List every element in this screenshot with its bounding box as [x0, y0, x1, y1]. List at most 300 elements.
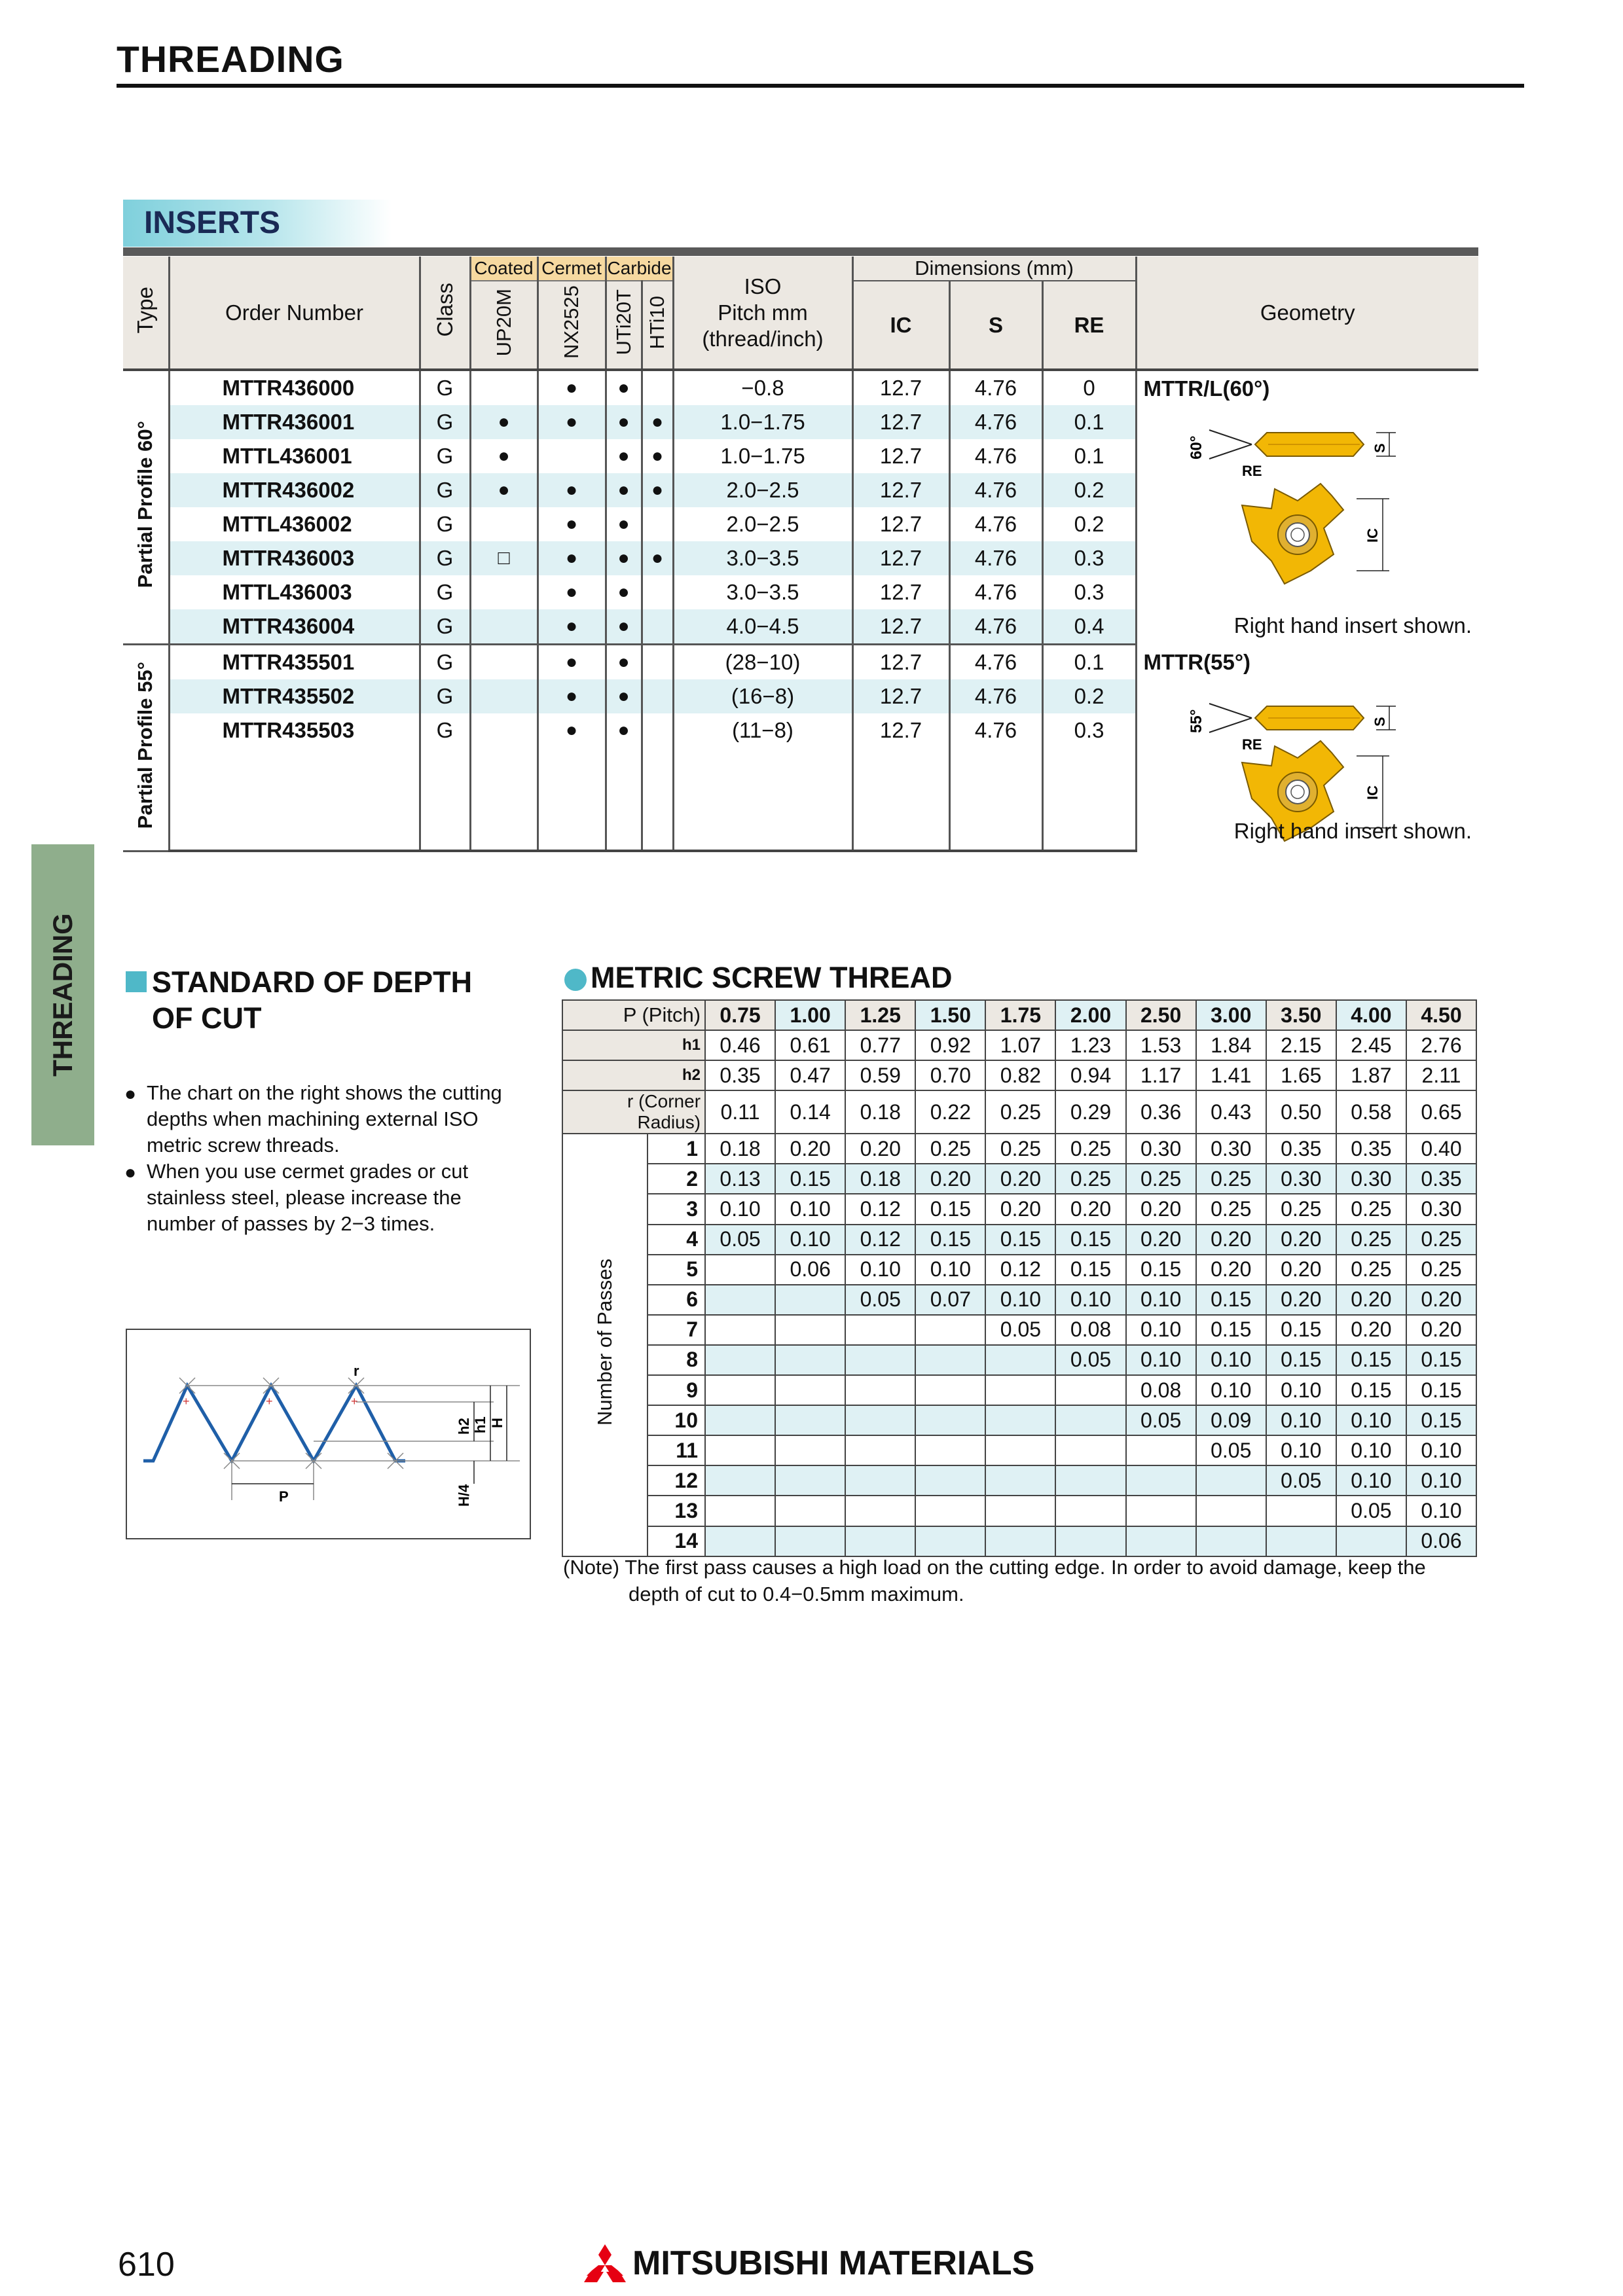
value-cell: 0.61 [775, 1030, 845, 1060]
svg-text:+: + [351, 1395, 358, 1408]
depth-cell [1336, 1526, 1406, 1556]
depth-cell: 0.10 [985, 1285, 1055, 1315]
cell-uti20t: ● [606, 405, 642, 439]
coated-header: Coated [470, 257, 538, 281]
depth-cell: 0.10 [1336, 1465, 1406, 1496]
type-header: Type [123, 257, 169, 370]
depth-cell [705, 1465, 775, 1496]
depth-cell [705, 1285, 775, 1315]
pass-row [562, 1435, 1476, 1465]
row-label: r (Corner Radius) [562, 1090, 705, 1134]
cell-order: MTTR436001 [169, 405, 420, 439]
svg-text:+: + [266, 1395, 273, 1408]
cell-hti10 [642, 816, 673, 851]
cell-up20m [470, 679, 538, 713]
depth-cell [915, 1345, 985, 1375]
cell-pitch: (28−10) [673, 645, 852, 680]
svg-text:IC: IC [1364, 528, 1381, 543]
iso-pitch-header: ISO Pitch mm (thread/inch) [673, 257, 852, 370]
depth-cell: 0.09 [1196, 1405, 1266, 1435]
cell-hti10: ● [642, 439, 673, 473]
depth-cell [985, 1465, 1055, 1496]
depth-cell [845, 1345, 915, 1375]
depth-cell: 0.30 [1126, 1134, 1196, 1164]
depth-cell: 0.15 [1196, 1285, 1266, 1315]
cell-ic: 12.7 [852, 370, 949, 405]
cell-uti20t [606, 747, 642, 781]
value-cell: 2.50 [1126, 1000, 1196, 1030]
depth-cell: 0.15 [1055, 1255, 1125, 1285]
depth-cell [915, 1496, 985, 1526]
pass-row [562, 1345, 1476, 1375]
cell-uti20t: ● [606, 507, 642, 541]
cell-up20m: ● [470, 473, 538, 507]
pass-row [562, 1134, 1476, 1164]
grade-up20m-header: UP20M [470, 281, 538, 370]
depth-cell: 0.06 [1406, 1526, 1476, 1556]
geometry-note: Right hand insert shown. [1233, 818, 1472, 843]
cell-class [420, 747, 470, 781]
depth-cell: 0.10 [1196, 1375, 1266, 1405]
cell-s: 4.76 [949, 609, 1042, 645]
value-cell: 0.59 [845, 1060, 915, 1090]
depth-cell [985, 1526, 1055, 1556]
cell-up20m [470, 609, 538, 645]
cell-s [949, 747, 1042, 781]
depth-cell [775, 1345, 845, 1375]
label-H: H [489, 1418, 505, 1428]
cell-up20m [470, 781, 538, 816]
cell-re: 0.4 [1042, 609, 1136, 645]
cell-up20m [470, 713, 538, 747]
cell-nx2525: ● [538, 473, 606, 507]
value-cell: 0.46 [705, 1030, 775, 1060]
value-cell: 1.53 [1126, 1030, 1196, 1060]
cell-order: MTTL436003 [169, 575, 420, 609]
cell-hti10 [642, 679, 673, 713]
depth-cell [705, 1526, 775, 1556]
depth-cell [985, 1345, 1055, 1375]
cell-order: MTTL436002 [169, 507, 420, 541]
cell-re: 0.3 [1042, 575, 1136, 609]
cell-ic [852, 781, 949, 816]
value-cell: 1.17 [1126, 1060, 1196, 1090]
cermet-header: Cermet [538, 257, 606, 281]
depth-cell [775, 1435, 845, 1465]
cell-hti10 [642, 575, 673, 609]
depth-cell: 0.35 [1266, 1134, 1336, 1164]
depth-cell: 0.15 [775, 1164, 845, 1194]
cell-re: 0.3 [1042, 713, 1136, 747]
depth-cell [985, 1375, 1055, 1405]
pass-row [562, 1526, 1476, 1556]
depth-cell: 0.15 [915, 1225, 985, 1255]
cell-nx2525 [538, 816, 606, 851]
cell-s: 4.76 [949, 645, 1042, 680]
value-cell: 0.25 [985, 1090, 1055, 1134]
value-cell: 2.15 [1266, 1030, 1336, 1060]
pass-number: 8 [647, 1345, 705, 1375]
cell-order: MTTR436000 [169, 370, 420, 405]
depth-cell [1126, 1435, 1196, 1465]
standard-depth-title: STANDARD OF DEPTH OF CUT [152, 965, 473, 1035]
cell-uti20t: ● [606, 575, 642, 609]
depth-cell: 0.10 [775, 1194, 845, 1224]
value-cell: 0.11 [705, 1090, 775, 1134]
pass-number: 14 [647, 1526, 705, 1556]
depth-cell: 0.25 [1055, 1164, 1125, 1194]
depth-cell [1055, 1465, 1125, 1496]
depth-cell: 0.25 [1336, 1194, 1406, 1224]
depth-cell: 0.10 [1406, 1435, 1476, 1465]
value-cell: 0.50 [1266, 1090, 1336, 1134]
cell-hti10: ● [642, 473, 673, 507]
depth-cell: 0.20 [1336, 1315, 1406, 1345]
value-cell: 2.11 [1406, 1060, 1476, 1090]
depth-cell: 0.10 [1126, 1285, 1196, 1315]
depth-cell [1196, 1465, 1266, 1496]
cell-re: 0 [1042, 370, 1136, 405]
cell-re: 0.1 [1042, 645, 1136, 680]
depth-cell: 0.20 [1196, 1225, 1266, 1255]
depth-cell: 0.05 [1266, 1465, 1336, 1496]
depth-cell [1196, 1496, 1266, 1526]
value-cell: 0.94 [1055, 1060, 1125, 1090]
cell-up20m [470, 370, 538, 405]
type-label: Partial Profile 55° [123, 645, 169, 852]
passes-label: Number of Passes [562, 1134, 647, 1556]
depth-cell: 0.05 [1055, 1345, 1125, 1375]
depth-cell: 0.25 [1266, 1194, 1336, 1224]
svg-text:IC: IC [1364, 785, 1381, 800]
cell-s: 4.76 [949, 405, 1042, 439]
row-label: h1 [562, 1030, 705, 1060]
cell-order [169, 747, 420, 781]
depth-cell [845, 1375, 915, 1405]
pass-row [562, 1405, 1476, 1435]
depth-cell: 0.10 [1266, 1375, 1336, 1405]
label-h2: h2 [456, 1418, 472, 1435]
pass-number: 3 [647, 1194, 705, 1224]
depth-cell: 0.12 [845, 1194, 915, 1224]
insert-geometry-drawing [1137, 371, 1478, 643]
depth-cell [775, 1496, 845, 1526]
value-cell: 1.84 [1196, 1030, 1266, 1060]
depth-cell [915, 1375, 985, 1405]
insert-row [123, 645, 1478, 680]
value-cell: 1.00 [775, 1000, 845, 1030]
depth-cell [1126, 1496, 1196, 1526]
cell-re: 0.2 [1042, 507, 1136, 541]
depth-cell [1126, 1526, 1196, 1556]
depth-cell: 0.10 [845, 1255, 915, 1285]
cell-up20m [470, 507, 538, 541]
cell-class: G [420, 405, 470, 439]
cell-ic: 12.7 [852, 713, 949, 747]
depth-cell: 0.10 [775, 1225, 845, 1255]
cell-nx2525: ● [538, 370, 606, 405]
depth-cell: 0.20 [1196, 1255, 1266, 1285]
depth-cell: 0.20 [1055, 1194, 1125, 1224]
cell-nx2525: ● [538, 541, 606, 575]
depth-cell: 0.05 [845, 1285, 915, 1315]
depth-cell: 0.25 [1406, 1225, 1476, 1255]
depth-cell: 0.15 [1406, 1375, 1476, 1405]
pass-number: 2 [647, 1164, 705, 1194]
depth-cell: 0.15 [1055, 1225, 1125, 1255]
side-tab-label: THREADING [47, 913, 78, 1077]
cell-hti10 [642, 747, 673, 781]
depth-cell: 0.10 [1406, 1465, 1476, 1496]
depth-cell [985, 1496, 1055, 1526]
value-cell: 0.92 [915, 1030, 985, 1060]
cell-nx2525 [538, 439, 606, 473]
cell-re [1042, 816, 1136, 851]
value-cell: 0.14 [775, 1090, 845, 1134]
depth-cell [915, 1526, 985, 1556]
value-cell: 1.41 [1196, 1060, 1266, 1090]
depth-cell [775, 1526, 845, 1556]
bullet-cermet-passes: ● When you use cermet grades or cut stainless steel, please increase the number of passes by 2−3 times. [124, 1160, 469, 1235]
cell-pitch: −0.8 [673, 370, 852, 405]
metric-note: (Note) The first pass causes a high load on the cutting edge. In order to avoid damage, keep the [563, 1556, 1426, 1579]
value-cell: 0.58 [1336, 1090, 1406, 1134]
cell-nx2525: ● [538, 645, 606, 680]
depth-cell: 0.30 [1406, 1194, 1476, 1224]
cell-s: 4.76 [949, 473, 1042, 507]
row-label: h2 [562, 1060, 705, 1090]
thread-profile-svg [127, 1330, 530, 1538]
h1-row [562, 1030, 1476, 1060]
pass-row [562, 1465, 1476, 1496]
depth-cell: 0.06 [775, 1255, 845, 1285]
depth-cell: 0.15 [1336, 1345, 1406, 1375]
depth-cell: 0.08 [1126, 1375, 1196, 1405]
cell-pitch [673, 747, 852, 781]
value-cell: 4.50 [1406, 1000, 1476, 1030]
cell-pitch [673, 816, 852, 851]
row-label: P (Pitch) [562, 1000, 705, 1030]
cell-class [420, 781, 470, 816]
pass-row [562, 1375, 1476, 1405]
cell-uti20t: ● [606, 713, 642, 747]
depth-cell [1055, 1435, 1125, 1465]
depth-cell: 0.15 [1266, 1345, 1336, 1375]
cell-ic: 12.7 [852, 405, 949, 439]
pass-row [562, 1255, 1476, 1285]
cell-uti20t: ● [606, 645, 642, 680]
ic-header: IC [852, 281, 949, 370]
cell-class: G [420, 609, 470, 645]
cell-class: G [420, 370, 470, 405]
cell-hti10 [642, 609, 673, 645]
depth-cell: 0.30 [1266, 1164, 1336, 1194]
pass-row [562, 1496, 1476, 1526]
cell-order: MTTR435503 [169, 713, 420, 747]
pass-row [562, 1194, 1476, 1224]
metric-title: METRIC SCREW THREAD [591, 961, 953, 994]
depth-cell [915, 1405, 985, 1435]
h2-row [562, 1060, 1476, 1090]
value-cell: 2.76 [1406, 1030, 1476, 1060]
pass-number: 7 [647, 1315, 705, 1345]
depth-cell: 0.15 [1406, 1405, 1476, 1435]
cell-up20m [470, 747, 538, 781]
depth-cell: 0.10 [1055, 1285, 1125, 1315]
depth-cell: 0.30 [1196, 1134, 1266, 1164]
depth-cell: 0.05 [705, 1225, 775, 1255]
cell-re: 0.1 [1042, 439, 1136, 473]
value-cell: 1.07 [985, 1030, 1055, 1060]
title-rule [117, 84, 1524, 88]
value-cell: 1.75 [985, 1000, 1055, 1030]
depth-cell: 0.10 [915, 1255, 985, 1285]
cell-class: G [420, 439, 470, 473]
cell-nx2525 [538, 781, 606, 816]
depth-cell [1266, 1496, 1336, 1526]
depth-cell: 0.25 [1336, 1225, 1406, 1255]
depth-cell: 0.15 [915, 1194, 985, 1224]
depth-cell: 0.05 [1196, 1435, 1266, 1465]
cell-s: 4.76 [949, 713, 1042, 747]
svg-text:55°: 55° [1187, 709, 1205, 733]
cell-up20m [470, 575, 538, 609]
value-cell: 0.18 [845, 1090, 915, 1134]
cell-nx2525: ● [538, 575, 606, 609]
depth-cell: 0.10 [1266, 1435, 1336, 1465]
cell-order: MTTR436004 [169, 609, 420, 645]
svg-text:S: S [1371, 443, 1388, 453]
cell-re: 0.2 [1042, 679, 1136, 713]
s-header: S [949, 281, 1042, 370]
cell-order [169, 781, 420, 816]
value-cell: 0.75 [705, 1000, 775, 1030]
value-cell: 0.43 [1196, 1090, 1266, 1134]
depth-cell: 0.12 [845, 1225, 915, 1255]
depth-cell: 0.10 [1406, 1496, 1476, 1526]
depth-cell [775, 1285, 845, 1315]
label-r: r [354, 1363, 359, 1379]
insert-row [123, 370, 1478, 405]
svg-text:+: + [183, 1395, 190, 1408]
value-cell: 3.00 [1196, 1000, 1266, 1030]
bullet-icon: ● [124, 1162, 137, 1183]
cell-s: 4.76 [949, 541, 1042, 575]
cell-ic: 12.7 [852, 645, 949, 680]
pass-row [562, 1164, 1476, 1194]
cell-hti10: ● [642, 405, 673, 439]
depth-cell [985, 1405, 1055, 1435]
depth-cell [1055, 1375, 1125, 1405]
geometry-cell [1136, 645, 1478, 852]
cell-order: MTTL436001 [169, 439, 420, 473]
cell-uti20t [606, 816, 642, 851]
cell-order: MTTR435501 [169, 645, 420, 680]
cell-ic: 12.7 [852, 679, 949, 713]
cell-s [949, 781, 1042, 816]
grade-nx2525-header: NX2525 [538, 281, 606, 370]
pass-number: 9 [647, 1375, 705, 1405]
depth-cell [985, 1435, 1055, 1465]
depth-cell: 0.05 [1126, 1405, 1196, 1435]
cell-hti10 [642, 645, 673, 680]
cell-hti10: ● [642, 541, 673, 575]
cell-s [949, 816, 1042, 851]
depth-cell: 0.10 [1126, 1345, 1196, 1375]
value-cell: 2.45 [1336, 1030, 1406, 1060]
depth-cell: 0.15 [1196, 1315, 1266, 1345]
class-header: Class [420, 257, 470, 370]
depth-cell: 0.20 [845, 1134, 915, 1164]
cell-uti20t: ● [606, 679, 642, 713]
cell-s: 4.76 [949, 439, 1042, 473]
depth-cell: 0.05 [1336, 1496, 1406, 1526]
depth-cell: 0.25 [1196, 1194, 1266, 1224]
geometry-header: Geometry [1136, 257, 1478, 370]
cell-hti10 [642, 370, 673, 405]
pass-row [562, 1285, 1476, 1315]
svg-text:60°: 60° [1187, 435, 1205, 459]
cell-hti10 [642, 713, 673, 747]
metric-note-line2: depth of cut to 0.4−0.5mm maximum. [629, 1583, 964, 1605]
value-cell: 0.77 [845, 1030, 915, 1060]
depth-cell: 0.15 [1336, 1375, 1406, 1405]
depth-cell: 0.07 [915, 1285, 985, 1315]
order-number-header: Order Number [169, 257, 420, 370]
cell-class: G [420, 541, 470, 575]
pass-number: 4 [647, 1225, 705, 1255]
depth-cell [1055, 1526, 1125, 1556]
metric-marker [564, 969, 587, 991]
depth-cell [845, 1496, 915, 1526]
depth-cell: 0.20 [775, 1134, 845, 1164]
value-cell: 0.47 [775, 1060, 845, 1090]
value-cell: 1.23 [1055, 1030, 1125, 1060]
depth-cell: 0.25 [985, 1134, 1055, 1164]
cell-up20m: □ [470, 541, 538, 575]
inserts-table [123, 257, 1478, 852]
cell-ic: 12.7 [852, 575, 949, 609]
label-p: P [279, 1488, 289, 1505]
depth-cell: 0.25 [1196, 1164, 1266, 1194]
depth-cell [915, 1435, 985, 1465]
cell-ic: 12.7 [852, 507, 949, 541]
depth-cell: 0.10 [1336, 1405, 1406, 1435]
page-title: THREADING [117, 39, 344, 81]
standard-depth-marker [126, 971, 147, 992]
depth-cell [705, 1375, 775, 1405]
grade-hti10-header: HTi10 [642, 281, 673, 370]
dimensions-header: Dimensions (mm) [852, 257, 1136, 281]
depth-cell [1196, 1526, 1266, 1556]
bullet-icon: ● [124, 1083, 137, 1105]
depth-cell [705, 1255, 775, 1285]
depth-cell: 0.20 [1406, 1285, 1476, 1315]
depth-cell [775, 1405, 845, 1435]
depth-cell: 0.15 [1266, 1315, 1336, 1345]
depth-cell [1055, 1405, 1125, 1435]
cell-uti20t [606, 781, 642, 816]
cell-re [1042, 747, 1136, 781]
cell-ic: 12.7 [852, 541, 949, 575]
depth-cell: 0.25 [915, 1134, 985, 1164]
cell-up20m [470, 816, 538, 851]
cell-order: MTTR436002 [169, 473, 420, 507]
value-cell: 0.22 [915, 1090, 985, 1134]
value-cell: 0.36 [1126, 1090, 1196, 1134]
cell-pitch: 2.0−2.5 [673, 473, 852, 507]
bullet-cutting-chart: ● The chart on the right shows the cutting depths when machining external ISO metric screw threads. [124, 1081, 502, 1157]
